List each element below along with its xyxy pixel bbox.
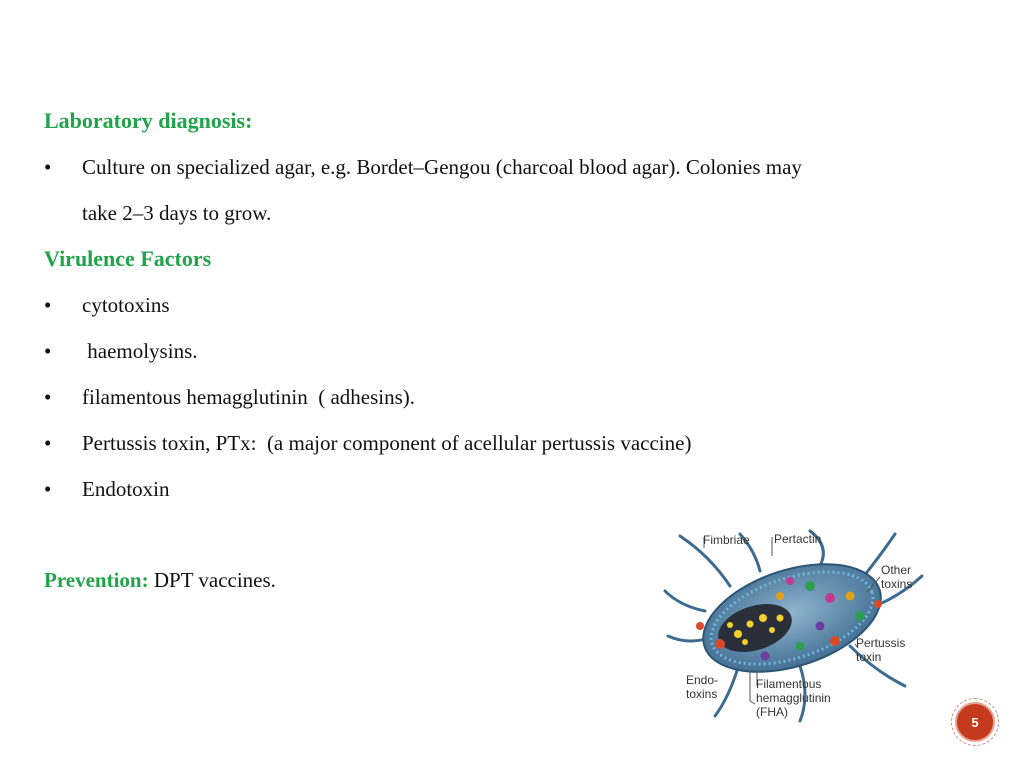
fha-label-1: Filamentous (756, 677, 822, 691)
lab-diagnosis-heading: Laboratory diagnosis: (44, 108, 253, 133)
bullet-marker: • (44, 293, 52, 317)
bullet-marker: • (44, 339, 52, 363)
fha-label-3: (FHA) (756, 705, 788, 719)
prevention-line (44, 568, 276, 593)
pertussis-toxin-label-1: Pertussis (856, 636, 906, 650)
list-item (44, 293, 170, 318)
prevention-label: Prevention: (44, 568, 149, 592)
pertactin-label: Pertactin (774, 532, 822, 546)
bullet-marker: • (44, 431, 52, 455)
other-toxins-label-1: Other (881, 563, 912, 577)
bacterium-diagram (660, 526, 930, 726)
list-item (44, 339, 198, 364)
prevention-text: DPT vaccines. (148, 568, 276, 592)
other-toxins-label-2: toxins (881, 577, 913, 591)
virulence-heading: Virulence Factors (44, 246, 212, 271)
fimbriae-label: Fimbriae (703, 533, 750, 547)
bullet-marker: • (44, 477, 52, 501)
endotoxins-label-1: Endo- (686, 673, 719, 687)
list-item-text: Pertussis toxin, PTx: (a major component of acellular pertussis vaccine) (82, 431, 692, 455)
list-item-continuation: take 2–3 days to grow. (82, 201, 272, 225)
bullet-marker: • (44, 155, 52, 179)
list-item (44, 155, 802, 180)
pertussis-toxin-label-2: toxin (856, 650, 882, 664)
fha-label-2: hemagglutinin (756, 691, 831, 705)
list-item (44, 431, 691, 456)
list-item-text: filamentous hemagglutinin ( adhesins). (82, 385, 416, 409)
list-item-text: Culture on specialized agar, e.g. Bordet–Gengou (charcoal blood agar). Colonies may (82, 155, 802, 179)
endotoxins-label-2: toxins (686, 687, 718, 701)
page-number-badge: 5 (955, 702, 995, 742)
list-item-text: cytotoxins (82, 293, 170, 317)
list-item-text: haemolysins. (82, 339, 198, 363)
list-item-text: Endotoxin (82, 477, 170, 501)
list-item (44, 477, 170, 502)
bullet-marker: • (44, 385, 52, 409)
list-item (44, 385, 415, 410)
